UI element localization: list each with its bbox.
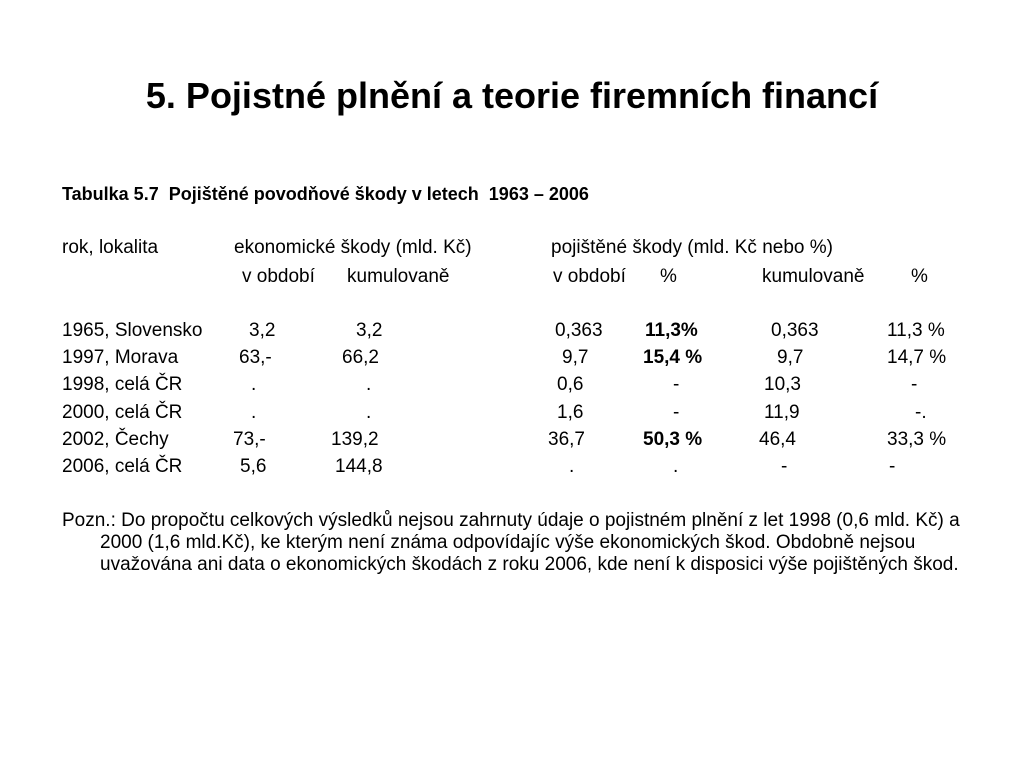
header-ins-period: v období	[553, 266, 626, 287]
header-row-label: rok, lokalita	[62, 237, 159, 258]
cell-ins-cumulative: 9,7	[777, 347, 804, 368]
cell-ins-period-pct: 11,3%	[645, 320, 698, 341]
footnote: Pozn.: Do propočtu celkových výsledků nejsou zahrnuty údaje o pojistném plnění z let 1998 (0,6 mld. Kč) a 2000 (1,6 mld.Kč), ke kterým není známa odpovídajíc výše ekonomických škod. Obdobně nejsou uvažována ani data o ekonomických škodách z roku 2006, kde není k disposici výše pojištěných škod.	[62, 510, 960, 575]
cell-ins-cumulative: 10,3	[764, 374, 801, 395]
cell-ins-period-pct: 50,3 %	[643, 429, 703, 450]
cell-econ-period: .	[251, 402, 257, 423]
cell-ins-period-pct: -	[673, 402, 680, 423]
header-ins-cumulative: kumulovaně	[762, 266, 865, 287]
header-insured-damages: pojištěné škody (mld. Kč nebo %)	[551, 237, 833, 258]
slide-title: 5. Pojistné plnění a teorie firemních financí	[145, 75, 879, 116]
row-label: 1998, celá ČR	[62, 374, 183, 395]
header-ins-cumulative-pct: %	[911, 266, 928, 287]
row-label: 2000, celá ČR	[62, 402, 183, 423]
cell-ins-period: 0,6	[557, 374, 584, 395]
cell-econ-cumulative: 144,8	[335, 456, 383, 477]
row-label: 2006, celá ČR	[62, 456, 183, 477]
cell-econ-cumulative: 66,2	[342, 347, 379, 368]
header-econ-cumulative: kumulovaně	[347, 266, 450, 287]
row-label: 1997, Morava	[62, 347, 179, 368]
cell-ins-period: .	[569, 456, 575, 477]
cell-ins-period: 36,7	[548, 429, 585, 450]
cell-econ-period: 5,6	[240, 456, 267, 477]
cell-ins-cumulative-pct: -	[911, 374, 918, 395]
cell-ins-cumulative: 0,363	[771, 320, 819, 341]
cell-econ-cumulative: .	[366, 402, 372, 423]
cell-econ-period: .	[251, 374, 257, 395]
row-label: 1965, Slovensko	[62, 320, 203, 341]
cell-ins-period-pct: .	[673, 456, 679, 477]
cell-ins-cumulative: 11,9	[764, 402, 800, 423]
cell-econ-cumulative: 139,2	[331, 429, 379, 450]
cell-econ-period: 73,-	[233, 429, 266, 450]
cell-ins-cumulative-pct: 11,3 %	[887, 320, 945, 341]
cell-ins-period-pct: -	[673, 374, 680, 395]
row-label: 2002, Čechy	[62, 429, 169, 450]
header-economic-damages: ekonomické škody (mld. Kč)	[234, 237, 472, 258]
cell-ins-cumulative: 46,4	[759, 429, 796, 450]
cell-econ-cumulative: .	[366, 374, 372, 395]
cell-ins-cumulative-pct: 33,3 %	[887, 429, 947, 450]
cell-ins-period: 0,363	[555, 320, 603, 341]
cell-ins-period: 9,7	[562, 347, 589, 368]
cell-ins-cumulative-pct: -.	[915, 402, 927, 423]
cell-econ-period: 63,-	[239, 347, 272, 368]
cell-ins-period-pct: 15,4 %	[643, 347, 703, 368]
cell-ins-cumulative: -	[781, 456, 788, 477]
header-ins-period-pct: %	[660, 266, 677, 287]
cell-ins-period: 1,6	[557, 402, 584, 423]
table-caption: Tabulka 5.7 Pojištěné povodňové škody v letech 1963 – 2006	[62, 184, 589, 204]
cell-econ-period: 3,2	[249, 320, 276, 341]
header-econ-period: v období	[242, 266, 315, 287]
cell-econ-cumulative: 3,2	[356, 320, 383, 341]
cell-ins-cumulative-pct: -	[889, 456, 896, 477]
cell-ins-cumulative-pct: 14,7 %	[887, 347, 947, 368]
